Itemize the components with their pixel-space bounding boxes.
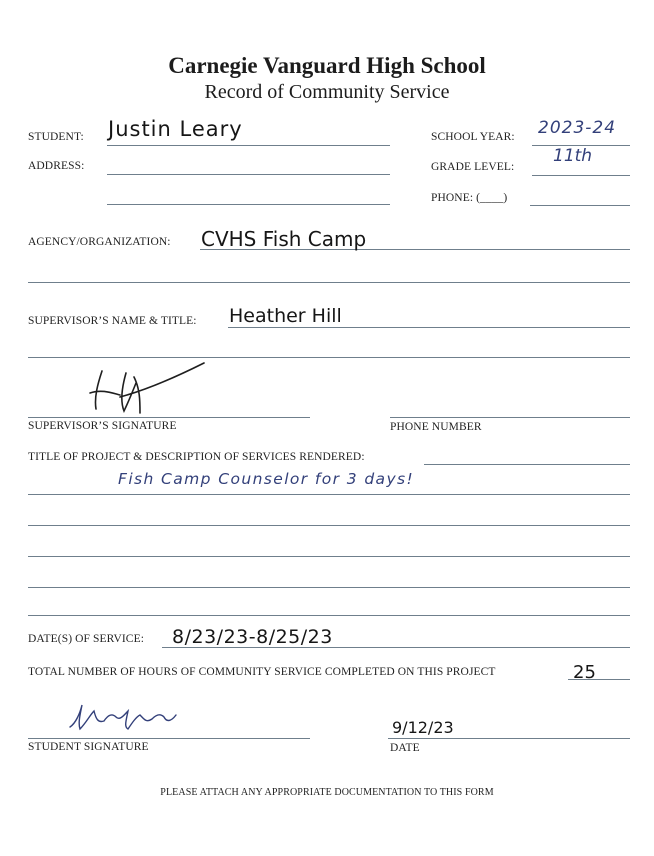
agency-line-2 <box>28 282 630 283</box>
supervisor-signature-mark <box>80 353 210 423</box>
school-name: Carnegie Vanguard High School <box>168 53 486 78</box>
student-signature-label: STUDENT SIGNATURE <box>28 741 149 753</box>
phone-line <box>530 205 630 206</box>
address-line-1 <box>107 174 390 175</box>
description-line-3 <box>28 556 630 557</box>
student-value[interactable]: Justin Leary <box>108 117 243 141</box>
grade-level-label: GRADE LEVEL: <box>431 161 515 173</box>
student-signature-mark <box>66 701 186 735</box>
total-hours-value[interactable]: 25 <box>573 662 596 683</box>
phone-label: PHONE: (____) <box>431 192 508 204</box>
student-signature-line <box>28 738 310 739</box>
project-title-label: TITLE OF PROJECT & DESCRIPTION OF SERVICES RENDERED: <box>28 451 365 463</box>
dates-of-service-label: DATE(S) OF SERVICE: <box>28 633 144 645</box>
student-line <box>107 145 390 146</box>
student-label: STUDENT: <box>28 131 84 143</box>
phone-number-line <box>390 417 630 418</box>
grade-level-value[interactable]: 11th <box>553 146 593 166</box>
supervisor-name-value[interactable]: Heather Hill <box>229 305 342 327</box>
address-line-2 <box>107 204 390 205</box>
grade-level-line <box>532 175 630 176</box>
school-year-label: SCHOOL YEAR: <box>431 131 515 143</box>
footer-note: PLEASE ATTACH ANY APPROPRIATE DOCUMENTATION TO THIS FORM <box>160 787 494 798</box>
supervisor-signature-line <box>28 417 310 418</box>
description-line-2 <box>28 525 630 526</box>
agency-label: AGENCY/ORGANIZATION: <box>28 236 171 248</box>
total-hours-label: TOTAL NUMBER OF HOURS OF COMMUNITY SERVICE COMPLETED ON THIS PROJECT <box>28 666 496 678</box>
supervisor-signature-label: SUPERVISOR’S SIGNATURE <box>28 420 177 432</box>
project-description-value[interactable]: Fish Camp Counselor for 3 days! <box>118 470 415 488</box>
supervisor-name-label: SUPERVISOR’S NAME & TITLE: <box>28 315 197 327</box>
form-title: Record of Community Service <box>204 81 450 103</box>
supervisor-name-line <box>228 327 630 328</box>
address-label: ADDRESS: <box>28 160 85 172</box>
dates-of-service-value[interactable]: 8/23/23-8/25/23 <box>172 626 333 648</box>
date-label: DATE <box>390 742 420 754</box>
agency-value[interactable]: CVHS Fish Camp <box>201 227 367 251</box>
project-title-line <box>424 464 630 465</box>
date-value[interactable]: 9/12/23 <box>392 718 454 737</box>
date-line <box>388 738 630 739</box>
description-line-4 <box>28 587 630 588</box>
school-year-value[interactable]: 2023-24 <box>538 118 617 138</box>
phone-number-label: PHONE NUMBER <box>390 421 482 433</box>
description-line-1 <box>28 494 630 495</box>
description-line-5 <box>28 615 630 616</box>
